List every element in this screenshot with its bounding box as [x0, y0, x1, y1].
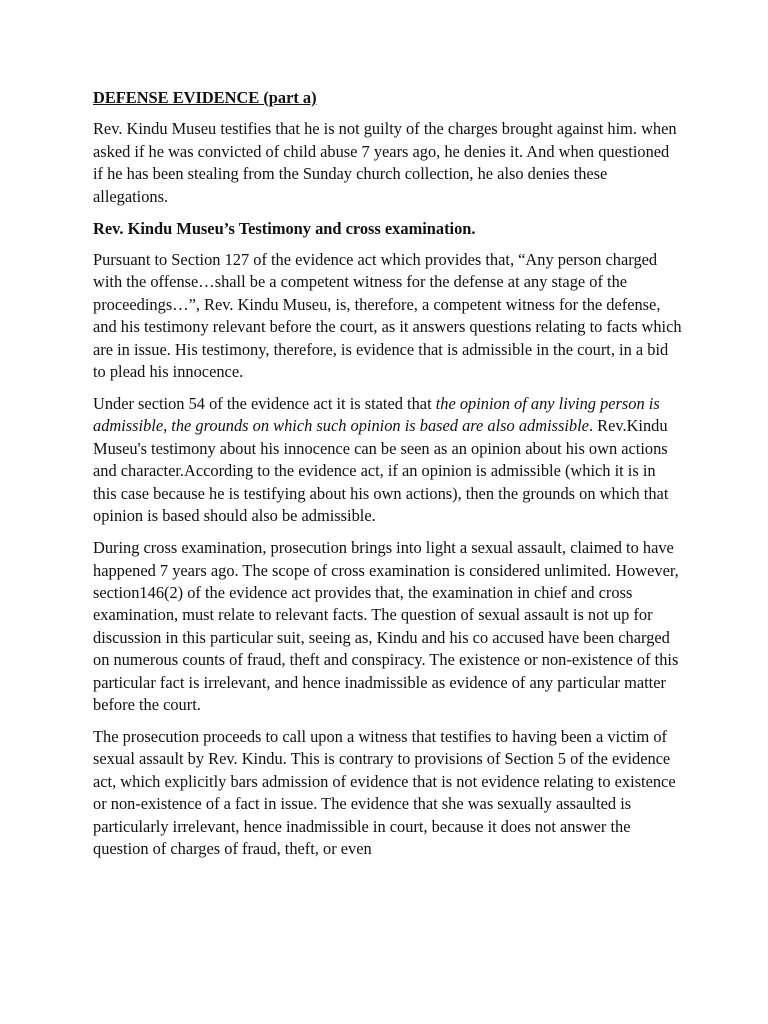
section-54-quote: the opinion of any living person is admissible, the grounds on which such opinion is based are also admissible: [93, 394, 660, 436]
document-page: [93, 87, 683, 870]
section-54-text-end: . Rev.Kindu Museu's testimony about his innocence can be seen as an opinion about his own actions and character.According to the evidence act, if an opinion is admissible (which it is in this case because he is testifying about his own actions), then the grounds on which that opinion is based should also be admissible.: [93, 416, 669, 526]
paragraph-cross-examination: During cross examination, prosecution brings into light a sexual assault, claimed to have happened 7 years ago. The scope of cross examination is considered unlimited. However, section146(2) of the evidence act provides that, the examination in chief and cross examination, must relate to relevant facts. The question of sexual assault is not up for discussion in this particular suit, seeing as, Kindu and his co accused have been charged on numerous counts of fraud, theft and conspiracy. The existence or non-existence of this particular fact is irrelevant, and hence inadmissible as evidence of any particular matter before the court.: [93, 538, 679, 714]
section-subheading: Rev. Kindu Museu’s Testimony and cross examination.: [93, 218, 476, 238]
section-54-text-start: Under section 54 of the evidence act it is stated that: [93, 394, 436, 414]
paragraph-section-54: [93, 393, 683, 527]
paragraph-section-127: Pursuant to Section 127 of the evidence act which provides that, “Any person charged with the offense…shall be a competent witness for the defense at any stage of the proceedings…”, Rev. Kindu Museu, is, therefore, a competent witness for the defense, and his testimony relevant before the court, as it answers questions relating to facts which are in issue. His testimony, therefore, is evidence that is admissible in the court, in a bid to plead his innocence.: [93, 250, 682, 382]
paragraph-prosecution-witness: The prosecution proceeds to call upon a witness that testifies to having been a victim of sexual assault by Rev. Kindu. This is contrary to provisions of Section 5 of the evidence act, which explicitly bars admission of evidence that is not evidence relating to existence or non-existence of a fact in issue. The evidence that she was sexually assaulted is particularly irrelevant, hence inadmissible in court, because it does not answer the question of charges of fraud, theft, or even: [93, 726, 676, 858]
document-heading: DEFENSE EVIDENCE (part a): [93, 88, 317, 107]
paragraph-defense-summary: Rev. Kindu Museu testifies that he is not guilty of the charges brought against him. when asked if he was convicted of child abuse 7 years ago, he denies it. And when questioned if he has been stealing from the Sunday church collection, he also denies these allegations.: [93, 119, 677, 206]
